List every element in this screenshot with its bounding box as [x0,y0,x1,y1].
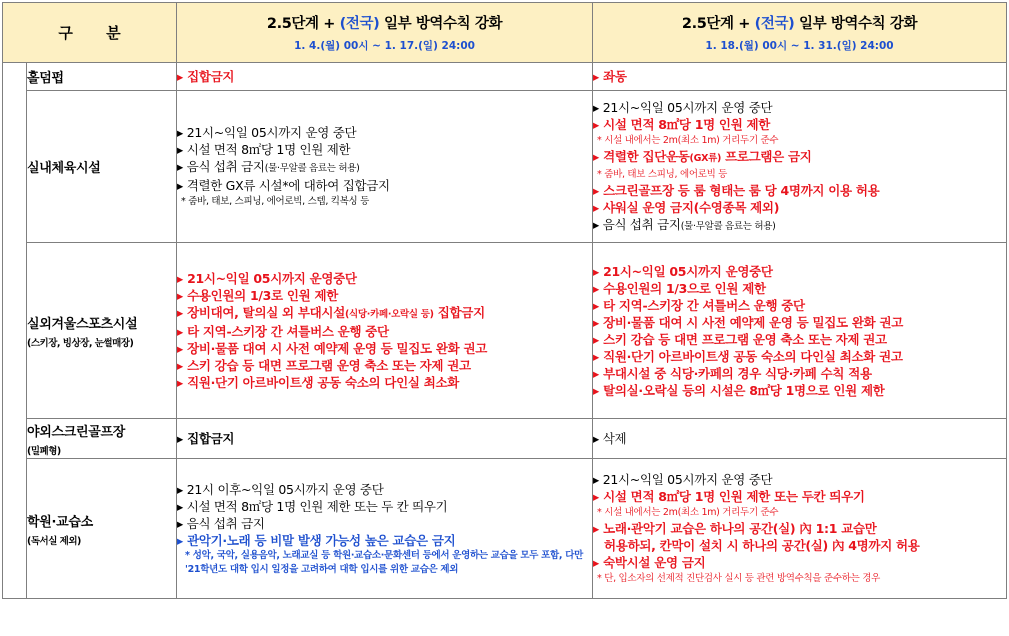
line-text: 장비대여, 탈의실 외 부대시설 [187,305,345,320]
line-text: 삭제 [602,431,627,446]
category-indoor: 실내체육시설 [27,91,177,243]
golf-col2-line-0 [593,430,1006,447]
line-text: 격렬한 GX류 시설*에 대하여 집합금지 [186,178,390,193]
line-text: 좌동 [603,69,627,84]
header-row [3,3,1007,63]
line-text: 21시~익일 05시까지 운영 중단 [186,125,357,140]
line-text: 타 지역-스키장 간 셔틀버스 운행 중단 [187,324,389,339]
golf-col2 [593,419,1007,459]
indoor-col2-line-0 [593,99,1006,116]
bullet-marker: ▸ [177,498,183,514]
winter-col2 [593,243,1007,419]
bullet-marker: ▸ [593,331,599,347]
note-text: 시설 내에서는 2m(최소 1m) 거리두기 준수 [604,134,779,146]
line-text: 직원·단기 아르바이트생 공동 숙소의 다인실 최소화 권고 [603,348,903,364]
bullet-marker: ▸ [593,182,599,198]
indoor-col2 [593,91,1007,243]
holdem-col1-line-0 [177,68,592,85]
header-col2-title [593,12,1006,33]
category-academy [27,459,177,599]
winter-col2-line-1 [593,280,1006,297]
bullet-marker: ▸ [177,125,183,140]
bullet-marker: ▸ [177,142,183,157]
header-col1-date: 1. 4.(월) 00시 ~ 1. 17.(일) 24:00 [294,40,475,52]
category-winter-title: 실외겨울스포츠시설 [27,316,138,332]
winter-col2-line-0 [593,263,1006,280]
row-holdem [3,63,1007,91]
note-text: 단, 입소자의 선제적 진단검사 실시 등 관련 방역수칙을 준수하는 경우 [604,573,880,584]
note-marker: * [597,507,602,518]
header-gubun: 구 분 [3,3,177,63]
line-small: (식당·카페·오락실 등) [344,309,434,320]
line-text: 시설 면적 8㎡당 1명 인원 제한 [603,116,771,132]
academy-col2-note-2 [593,505,1006,520]
line-text: 타 지역-스키장 간 셔틀버스 운행 중단 [603,297,805,313]
line-text: 관악기·노래 등 비말 발생 가능성 높은 교습은 금지 [187,532,456,548]
indoor-col2-line-3 [593,148,1006,167]
bullet-marker: ▸ [177,305,183,320]
bullet-marker: ▸ [177,324,183,339]
academy-col2-line-1 [593,488,1006,505]
indoor-col2-note-4 [593,167,1006,182]
bullet-marker: ▸ [593,280,599,296]
winter-col1-line-2 [177,304,592,323]
winter-col1-line-3 [177,323,592,340]
bullet-marker: ▸ [177,515,183,531]
line-text: 음식 섭취 금지 [186,159,265,174]
line-text: 노래·관악기 교습은 하나의 공간(실) 內 1:1 교습만 [603,521,877,536]
academy-col1-line-0 [177,481,592,498]
academy-col2-line-5 [593,554,1006,571]
bullet-marker: ▸ [593,365,599,381]
bullet-marker: ▸ [593,199,599,215]
header-col1-title-suffix: 일부 방역수칙 강화 [379,16,503,32]
note-marker: * [597,573,602,584]
bullet-marker: ▸ [177,69,183,84]
header-col1-title-prefix: 2.5단계 + [266,16,340,32]
category-golf [27,419,177,459]
winter-col1-line-0 [177,270,592,287]
header-col1-title-highlight: (전국) [339,16,380,32]
category-holdem: 홀덤펍 [27,63,177,91]
line-text: 탈의실·오락실 등의 시설은 8㎡당 1명으로 인원 제한 [603,382,885,398]
indoor-col1-line-1 [177,141,592,158]
line-text: 스크린골프장 등 룸 형태는 룸 당 4명까지 이용 허용 [603,182,880,198]
note-text: 시설 내에서는 2m(최소 1m) 거리두기 준수 [604,507,779,518]
winter-col1-line-5 [177,357,592,374]
academy-col1 [177,459,593,599]
bullet-marker: ▸ [177,375,183,390]
academy-col1-line-3 [177,532,592,549]
quarantine-rules-table [2,2,1007,599]
bullet-marker: ▸ [177,159,183,174]
indoor-col2-note-2 [593,133,1006,148]
bullet-marker: ▸ [593,216,599,232]
bullet-marker: ▸ [593,472,599,487]
line-small: (물·무알콜 음료는 허용) [680,220,776,232]
holdem-col2-line-0 [593,68,1006,85]
bullet-marker: ▸ [593,263,599,279]
category-golf-title: 야외스크린골프장 [27,424,126,440]
indoor-col1-line-0 [177,124,592,141]
line-small: (물·무알콜 음료는 허용) [264,163,360,174]
note-marker: * [185,549,190,561]
indoor-col1-note-4 [177,194,592,209]
header-col2-title-suffix: 일부 방역수칙 강화 [794,16,918,32]
line-text: 21시~익일 05시까지 운영 중단 [602,472,773,487]
winter-col2-line-6 [593,365,1006,382]
row-golf [3,419,1007,459]
bullet-marker: ▸ [177,358,183,373]
left-spacer-column [3,63,27,599]
bullet-marker: ▸ [593,521,599,536]
note-marker: * [181,196,186,207]
indoor-col1-line-3 [177,177,592,194]
header-col2-date: 1. 18.(월) 00시 ~ 1. 31.(일) 24:00 [705,40,894,52]
line-text: 21시~익일 05시까지 운영 중단 [602,99,773,115]
bullet-marker: ▸ [177,271,183,286]
bullet-marker: ▸ [593,382,599,398]
winter-col2-line-3 [593,314,1006,331]
note-marker: * [597,168,602,180]
bullet-marker: ▸ [593,148,599,164]
line-text: 직원·단기 아르바이트생 공동 숙소의 다인실 최소화 [187,375,460,390]
line-text: 격렬한 집단운동 [603,148,690,164]
line-text: 스키 강습 등 대면 프로그램 운영 축소 또는 자제 권고 [187,358,471,373]
academy-col2-line-3 [593,520,1006,537]
academy-col2-line-0 [593,471,1006,488]
line-text: 21시~익일 05시까지 운영중단 [187,271,357,286]
line-text: 장비·물품 대여 시 사전 예약제 운영 등 밀집도 완화 권고 [603,314,904,330]
academy-col2 [593,459,1007,599]
line-text: 음식 섭취 금지 [602,216,681,232]
winter-col1-line-6 [177,374,592,391]
bullet-marker: ▸ [177,341,183,356]
indoor-col2-line-6 [593,199,1006,216]
line-text: 21시 이후~익일 05시까지 운영 중단 [186,481,384,497]
row-indoor [3,91,1007,243]
header-col1 [177,3,593,63]
winter-col1-line-1 [177,287,592,304]
line-text: 수용인원의 1/3로 인원 제한 [187,288,339,303]
line-text: 샤워실 운영 금지(수영종목 제외) [603,199,780,215]
line-text: 21시~익일 05시까지 운영중단 [603,263,773,279]
bullet-marker: ▸ [593,314,599,330]
bullet-marker: ▸ [593,489,599,504]
note-text: 줌바, 태보 스피닝, 에어로빅 등 [604,168,728,180]
category-winter-sub: (스키장, 빙상장, 눈썰매장) [27,337,134,349]
indoor-col2-line-7 [593,216,1006,235]
bullet-marker: ▸ [593,297,599,313]
line-text: 수용인원의 1/3으로 인원 제한 [603,280,766,296]
line-text: 장비·물품 대여 시 사전 예약제 운영 등 밀집도 완화 권고 [187,341,488,356]
note-text: 줌바, 태보, 스피닝, 에어로빅, 스텝, 킥복싱 등 [188,196,370,207]
line-text: 허용하되, 칸막이 설치 시 하나의 공간(실) 內 4명까지 허용 [604,538,920,553]
indoor-col1 [177,91,593,243]
line-text: 스키 강습 등 대면 프로그램 운영 축소 또는 자제 권고 [603,331,887,347]
header-col2 [593,3,1007,63]
indoor-col2-line-5 [593,182,1006,199]
academy-col1-line-1 [177,498,592,515]
golf-col1 [177,419,593,459]
academy-col1-line-2 [177,515,592,532]
winter-col1-line-4 [177,340,592,357]
bullet-marker: ▸ [593,348,599,364]
line-text-2: 프로그램은 금지 [721,148,812,164]
winter-col2-line-4 [593,331,1006,348]
bullet-marker: ▸ [593,99,599,115]
academy-col2-note-6 [593,571,1006,586]
bullet-marker: ▸ [593,69,599,84]
header-col1-title [177,12,592,33]
indoor-col2-line-1 [593,116,1006,133]
line-text: 숙박시설 운영 금지 [603,555,706,570]
golf-col1-line-0 [177,430,592,447]
header-col2-title-highlight: (전국) [754,16,795,32]
row-winter [3,243,1007,419]
academy-col1-note-4 [177,549,592,577]
line-text: 부대시설 중 식당·카페의 경우 식당·카페 수칙 적용 [603,365,872,381]
winter-col2-line-7 [593,382,1006,399]
category-academy-sub: (독서실 제외) [27,535,81,547]
bullet-marker: ▸ [177,288,183,303]
note-text: 성악, 국악, 실용음악, 노래교실 등 학원·교습소·문화센터 등에서 운영하는 교습을 모두 포함, 다만 '21학년도 대학 입시 일정을 고려하여 대학 입시를 위한 교습은 제외 [185,549,583,575]
line-text-2: 집합금지 [433,305,485,320]
bullet-marker: ▸ [177,532,183,548]
header-col2-title-prefix: 2.5단계 + [681,16,755,32]
winter-col1 [177,243,593,419]
winter-col2-line-2 [593,297,1006,314]
line-text: 시설 면적 8㎡당 1명 인원 제한 또는 두칸 띄우기 [603,489,865,504]
category-golf-sub: (밀폐형) [27,445,61,457]
academy-col2-line-4 [593,537,1006,554]
line-text: 음식 섭취 금지 [186,515,265,531]
bullet-marker: ▸ [593,431,599,446]
bullet-marker: ▸ [177,481,183,497]
note-marker: * [597,134,602,146]
line-text: 시설 면적 8㎡당 1명 인원 제한 [186,142,351,157]
bullet-marker: ▸ [593,116,599,132]
holdem-col1 [177,63,593,91]
line-text: 시설 면적 8㎡당 1명 인원 제한 또는 두 칸 띄우기 [186,498,448,514]
category-winter [27,243,177,419]
bullet-marker: ▸ [593,555,599,570]
bullet-marker: ▸ [177,431,183,446]
line-small: (GX류) [689,152,722,164]
holdem-col2 [593,63,1007,91]
line-text: 집합금지 [187,431,235,446]
winter-col2-line-5 [593,348,1006,365]
row-academy [3,459,1007,599]
category-academy-title: 학원·교습소 [27,514,93,530]
bullet-marker: ▸ [177,178,183,193]
indoor-col1-line-2 [177,158,592,177]
line-text: 집합금지 [187,69,235,84]
